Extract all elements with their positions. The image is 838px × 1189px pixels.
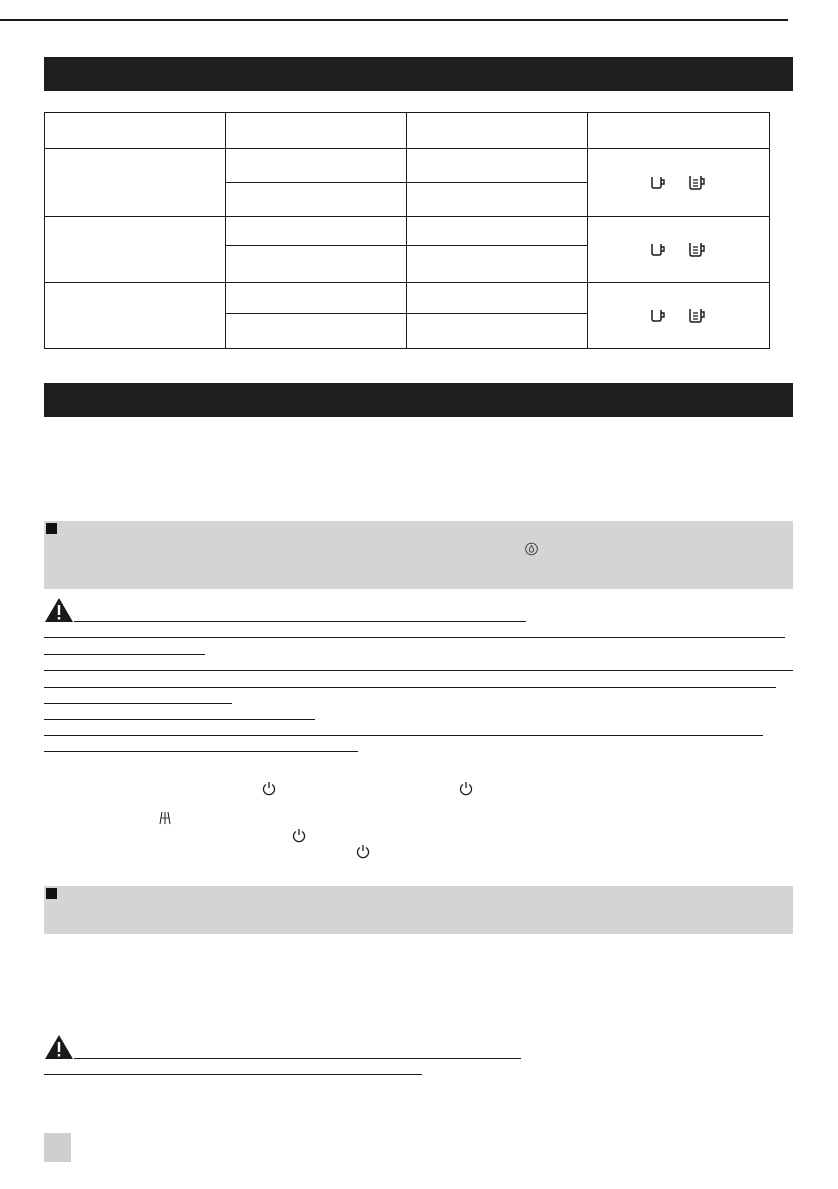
cup-size-cell [588, 283, 770, 349]
power-icon [459, 781, 473, 801]
power-icon [356, 844, 370, 864]
steam-icon [159, 811, 171, 830]
warning-underline [74, 621, 526, 622]
warning-triangle-icon [44, 1034, 74, 1065]
page-number-tab [44, 1133, 71, 1162]
table-cell [226, 283, 407, 313]
single-cup-icon [651, 176, 666, 189]
single-cup-icon [651, 243, 666, 256]
table-cell [407, 283, 588, 313]
warning-underline [44, 687, 776, 688]
table-cell [226, 216, 407, 245]
table-cell [226, 246, 407, 283]
table-cell [407, 313, 588, 348]
table-cell [226, 182, 407, 216]
table-header-cell [407, 113, 588, 149]
warning-underline [44, 719, 315, 720]
table-cell [226, 313, 407, 348]
double-cup-icon [689, 242, 706, 257]
warning-underline [44, 670, 793, 671]
warning-underline [44, 654, 205, 655]
descale-drop-icon [525, 542, 538, 561]
section-header-bar-2 [44, 383, 793, 417]
cup-size-cell [588, 149, 770, 217]
table-header-cell [45, 113, 226, 149]
table-row [45, 283, 770, 313]
section-header-bar-1 [44, 57, 793, 91]
table-header-row [45, 113, 770, 149]
warning-underline [44, 1074, 422, 1075]
warning-underline [44, 735, 763, 736]
warning-underline [74, 1058, 521, 1059]
table-cell [407, 216, 588, 245]
table-cell [45, 216, 226, 283]
info-box-secondary [44, 886, 793, 934]
table-header-cell [588, 113, 770, 149]
table-cell [407, 182, 588, 216]
single-cup-icon [651, 309, 666, 322]
info-box-descaling [44, 521, 793, 589]
power-icon [262, 781, 276, 801]
table-header-cell [226, 113, 407, 149]
table-cell [226, 149, 407, 182]
warning-underline [44, 751, 358, 752]
bullet-square [46, 888, 57, 899]
cup-size-cell [588, 216, 770, 283]
bullet-square [46, 523, 57, 534]
double-cup-icon [689, 308, 706, 323]
power-icon [292, 828, 306, 848]
table-row [45, 216, 770, 245]
double-cup-icon [689, 175, 706, 190]
table-cell [45, 283, 226, 349]
table-row [45, 149, 770, 182]
table-cell [45, 149, 226, 217]
warning-triangle-icon [44, 597, 74, 628]
warning-underline [44, 703, 232, 704]
cut-line [0, 19, 788, 21]
table-cell [407, 149, 588, 182]
settings-table [44, 112, 770, 349]
table-cell [407, 246, 588, 283]
warning-underline [44, 637, 785, 638]
